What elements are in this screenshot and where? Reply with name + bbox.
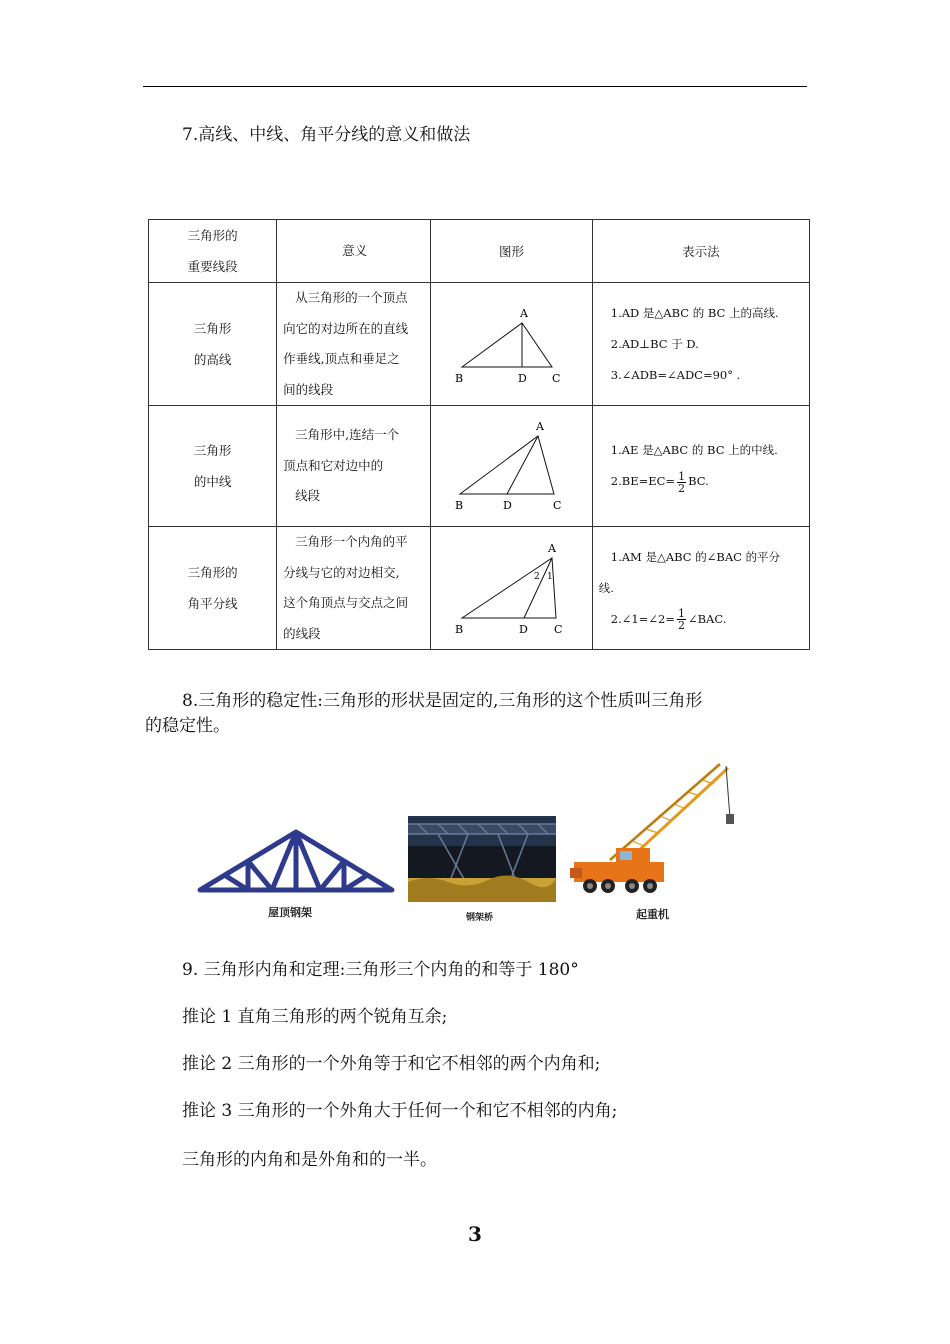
header-rule	[143, 86, 807, 87]
row-name-text: 角平分线	[187, 596, 238, 611]
header-cell-notation: 表示法	[592, 220, 809, 283]
table-header-row	[149, 220, 810, 283]
corollary-3: 推论 3 三角形的一个外角大于任何一个和它不相邻的内角;	[182, 1101, 618, 1121]
table-row-median	[149, 406, 810, 527]
fraction	[677, 608, 686, 631]
vertex-label-c: C	[552, 499, 561, 512]
figure-cell	[431, 283, 593, 406]
bisector-triangle-figure	[450, 538, 574, 638]
notation-line: 2.AD⊥BC 于 D.	[610, 336, 699, 351]
notation-text: BC.	[688, 474, 709, 488]
meaning-line: 间的线段	[283, 381, 334, 397]
meaning-line: 分线与它的对边相交,	[283, 564, 400, 580]
vertex-label-a: A	[535, 420, 544, 433]
vertex-label-b: B	[454, 623, 463, 636]
row-name-text: 的中线	[193, 474, 232, 489]
notation-text: 2.∠1=∠2=	[610, 611, 675, 626]
row-name-cell	[149, 283, 277, 406]
fraction-numerator: 1	[677, 607, 685, 620]
row-name-cell	[149, 406, 277, 527]
table-row-altitude	[149, 283, 810, 406]
header-cell-meaning: 意义	[277, 220, 431, 283]
section-8-line-1: 8.三角形的稳定性:三角形的形状是固定的,三角形的这个性质叫三角形	[182, 691, 703, 711]
section-7-title: 7.高线、中线、角平分线的意义和做法	[182, 125, 471, 145]
notation-text: ∠BAC.	[687, 611, 727, 626]
vertex-label-b: B	[454, 499, 463, 512]
meaning-cell	[277, 406, 431, 527]
angle-label-2: 2	[533, 572, 540, 582]
notation-cell	[592, 406, 809, 527]
fraction-numerator: 1	[678, 469, 686, 483]
notation-text: 2.BE=EC=	[610, 474, 676, 488]
notation-line: 线.	[598, 580, 614, 595]
notation-line: 1.AD 是△ABC 的 BC 上的高线.	[610, 305, 779, 320]
vertex-label-d: D	[517, 372, 527, 385]
meaning-line: 三角形中,连结一个	[295, 427, 400, 443]
figure-cell	[431, 406, 593, 527]
vertex-label-a: A	[519, 307, 528, 320]
altitude-triangle-figure	[452, 299, 572, 389]
row-name-text: 三角形	[193, 443, 232, 458]
notation-cell	[592, 283, 809, 406]
meaning-line: 作垂线,顶点和垂足之	[283, 351, 400, 366]
meaning-line: 三角形一个内角的平	[295, 534, 408, 549]
vertex-label-a: A	[547, 542, 556, 555]
fraction	[677, 471, 686, 494]
vertex-label-b: B	[454, 372, 463, 385]
fraction-denominator: 2	[677, 619, 685, 632]
figure-cell	[431, 527, 593, 650]
row-name-text: 三角形	[193, 321, 232, 336]
notation-cell	[592, 527, 809, 650]
row-name-text: 的高线	[193, 352, 232, 367]
header-text: 三角形的	[187, 228, 238, 243]
header-cell-figure: 图形	[431, 220, 593, 283]
vertex-label-c: C	[551, 372, 560, 385]
meaning-line: 这个角顶点与交点之间	[283, 595, 409, 610]
angle-label-1: 1	[546, 572, 553, 582]
meaning-line: 顶点和它对边中的	[283, 457, 384, 473]
row-name-text: 三角形的	[187, 565, 238, 580]
crane-image	[570, 756, 740, 898]
roof-truss-caption: 屋顶钢架	[268, 906, 312, 919]
notation-line: 1.AM 是△ABC 的∠BAC 的平分	[610, 549, 781, 564]
section-8-line-2: 的稳定性。	[145, 716, 230, 736]
table-row-bisector	[149, 527, 810, 650]
corollary-2: 推论 2 三角形的一个外角等于和它不相邻的两个内角和;	[182, 1054, 601, 1074]
steel-bridge-caption: 钢架桥	[466, 913, 494, 923]
header-text: 重要线段	[187, 259, 238, 274]
crane-caption: 起重机	[636, 908, 669, 921]
notation-line: 1.AE 是△ABC 的 BC 上的中线.	[610, 443, 778, 457]
page-number: 3	[468, 1222, 482, 1246]
notation-line: 3.∠ADB=∠ADC=90° .	[610, 367, 741, 382]
meaning-line: 的线段	[283, 625, 321, 641]
notation-line	[599, 604, 803, 635]
row-name-cell	[149, 527, 277, 650]
fraction-denominator: 2	[678, 481, 686, 495]
corollary-1: 推论 1 直角三角形的两个锐角互余;	[182, 1007, 448, 1027]
notation-line	[599, 466, 803, 497]
triangle-lines-table	[148, 219, 810, 650]
closing-statement: 三角形的内角和是外角和的一半。	[182, 1150, 437, 1170]
header-cell-segment	[149, 220, 277, 283]
meaning-cell	[277, 283, 431, 406]
section-9-title: 9. 三角形内角和定理:三角形三个内角的和等于 180°	[182, 960, 579, 980]
steel-bridge-image	[408, 816, 556, 902]
meaning-line: 向它的对边所在的直线	[283, 320, 409, 336]
vertex-label-d: D	[502, 499, 512, 512]
meaning-line: 线段	[295, 488, 321, 504]
meaning-line: 从三角形的一个顶点	[295, 290, 408, 305]
median-triangle-figure	[452, 418, 572, 514]
vertex-label-d: D	[518, 623, 528, 636]
vertex-label-c: C	[553, 623, 562, 636]
meaning-cell	[277, 527, 431, 650]
roof-truss-image	[196, 826, 396, 896]
